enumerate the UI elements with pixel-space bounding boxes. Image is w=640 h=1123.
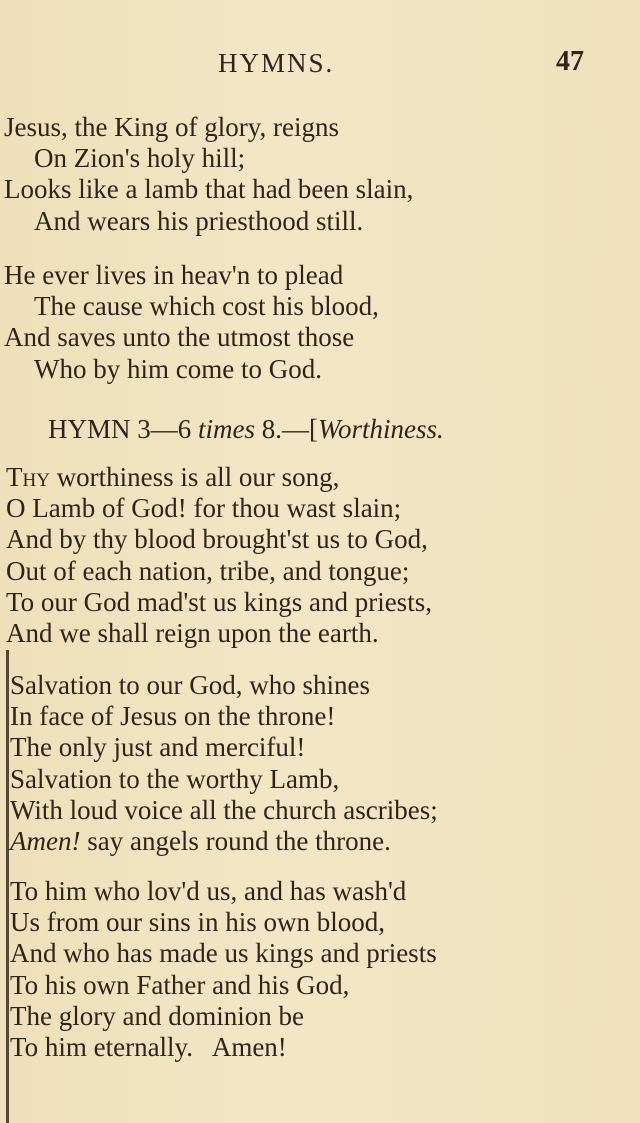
first-line-rest: worthiness is all our song,	[49, 462, 340, 492]
left-rule	[6, 650, 9, 1123]
amen-italic: Amen!	[10, 825, 81, 856]
hymn-number: HYMN 3	[48, 414, 151, 444]
stanza-4	[10, 670, 438, 857]
verse-line: In face of Jesus on the throne!	[10, 701, 336, 732]
hymn-dash: —6	[150, 414, 199, 444]
verse-line: With loud voice all the church ascribes;	[10, 794, 438, 825]
drop-word: Thy	[6, 462, 50, 492]
page-number: 47	[556, 46, 584, 77]
hymn-heading	[48, 414, 444, 445]
verse-line: The glory and dominion be	[10, 1000, 304, 1031]
verse-line: Jesus, the King of glory, reigns	[4, 112, 339, 142]
verse-line: To him who lov'd us, and has wash'd	[10, 876, 407, 906]
verse-line	[6, 462, 432, 493]
verse-line: Who by him come to God.	[34, 353, 322, 384]
stanza-3	[6, 462, 432, 649]
verse-line: And wears his priesthood still.	[34, 205, 364, 236]
verse-line: On Zion's holy hill;	[34, 143, 246, 174]
stanza-2	[4, 260, 379, 385]
stanza-1	[4, 112, 413, 237]
last-line-rest: say angels round the throne.	[80, 825, 391, 856]
page-header	[0, 44, 640, 88]
hymn-meter: 8.—[	[255, 414, 319, 444]
verse-line: To our God mad'st us kings and priests,	[6, 586, 432, 617]
verse-line: Salvation to our God, who shines	[10, 670, 370, 700]
verse-line: Out of each nation, tribe, and tongue;	[6, 555, 410, 586]
verse-line: The only just and merciful!	[10, 732, 306, 763]
hymn-times: times	[198, 414, 256, 444]
verse-line: O Lamb of God! for thou wast slain;	[6, 493, 402, 524]
verse-line: Us from our sins in his own blood,	[10, 907, 386, 938]
verse-line: Salvation to the worthy Lamb,	[10, 763, 340, 794]
verse-line: To his own Father and his God,	[10, 969, 350, 1000]
verse-line: He ever lives in heav'n to plead	[4, 260, 344, 290]
verse-line: To him eternally. Amen!	[10, 1031, 287, 1062]
verse-line: The cause which cost his blood,	[34, 291, 379, 322]
verse-line: And saves unto the utmost those	[4, 322, 355, 353]
verse-line: And who has made us kings and priests	[10, 938, 437, 969]
verse-line: And by thy blood brought'st us to God,	[6, 524, 428, 555]
verse-line: And we shall reign upon the earth.	[6, 617, 379, 648]
stanza-5	[10, 876, 437, 1063]
verse-line	[10, 826, 438, 857]
verse-line: Looks like a lamb that had been slain,	[4, 174, 414, 205]
running-head: HYMNS.	[218, 48, 335, 78]
hymn-subject: Worthiness.	[318, 414, 444, 444]
